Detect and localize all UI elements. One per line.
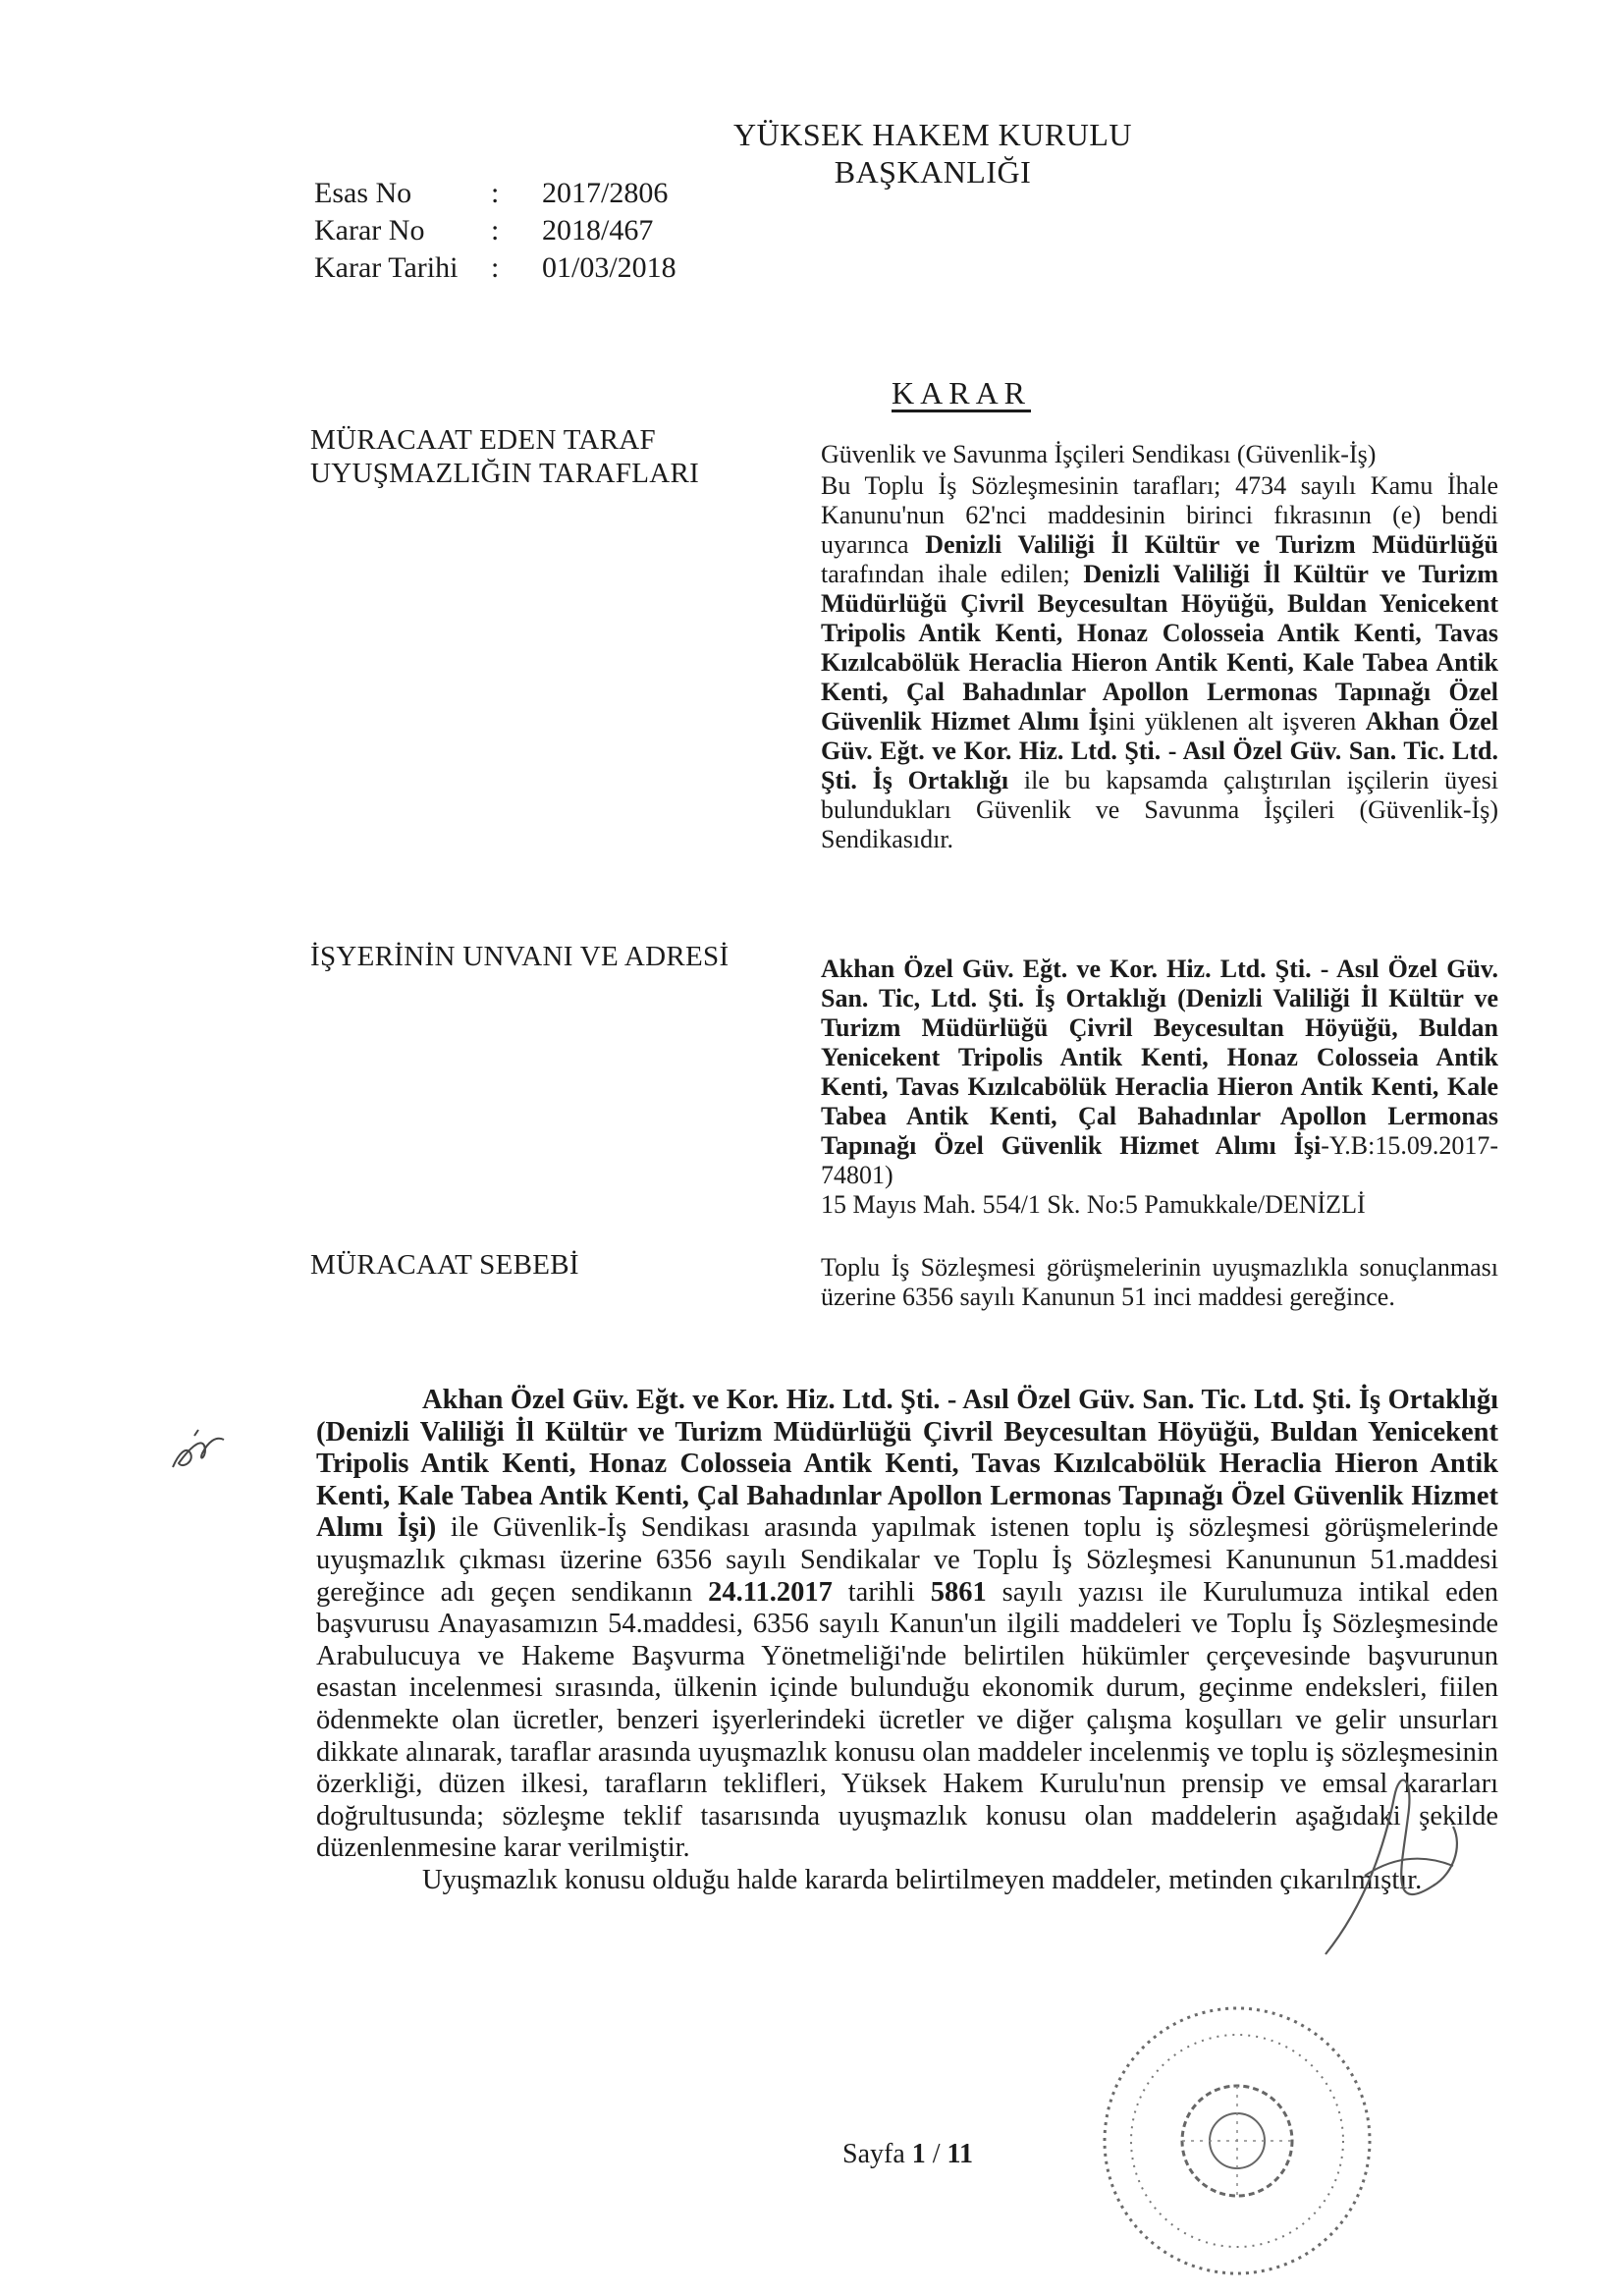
workplace-value: Akhan Özel Güv. Eğt. ve Kor. Hiz. Ltd. Şti. - Asıl Özel Güv. San. Tic, Ltd. Şti. İş Ortaklığı (Denizli Valiliği İl Kültür ve Turizm Müdürlüğü Çivril Beycesultan Höyüğü, Buldan Yenicekent Tripolis Antik Kenti, Honaz Colosseia Antik Kenti, Tavas Kızılcabölük Heraclia Hieron Antik Kenti, Kale Tabea Antik Kenti, Çal Bahadınlar Apollon Lermonas Tapınağı Özel Güvenlik Hizmet Alımı İşi-Y.B:15.09.2017-74801) 15 Mayıs Mah. 554/1 Sk. No:5 Pamukkale/DENİZLİ xyxy=(821,955,1498,1219)
label-workplace: İŞYERİNİN UNVANI VE ADRESİ xyxy=(310,941,730,972)
handwritten-initial xyxy=(165,1424,234,1483)
meta-karar-tarihi: Karar Tarihi : 01/03/2018 xyxy=(314,251,676,284)
label-parties: UYUŞMAZLIĞIN TARAFLARI xyxy=(310,458,700,489)
reason-value: Toplu İş Sözleşmesi görüşmelerinin uyuşmazlıkla sonuçlanması üzerine 6356 sayılı Kanunun 51 inci maddesi gereğince. xyxy=(821,1253,1498,1311)
meta-esas-no: Esas No : 2017/2806 xyxy=(314,177,669,209)
applicant-value: Güvenlik ve Savunma İşçileri Sendikası (Güvenlik-İş) xyxy=(821,440,1377,468)
page-indicator: Sayfa 1 / 11 xyxy=(842,2139,974,2169)
karar-no-value: 2018/467 xyxy=(542,214,654,246)
karar-tarihi-value: 01/03/2018 xyxy=(542,251,676,284)
decision-paragraph-2: Uyuşmazlık konusu olduğu halde kararda belirtilmeyen maddeler, metinden çıkarılmıştır. xyxy=(422,1864,1423,1895)
page-total: 11 xyxy=(947,2139,974,2169)
parties-value: Bu Toplu İş Sözleşmesinin tarafları; 4734 sayılı Kamu İhale Kanunu'nun 62'nci maddesinin birinci fıkrasının (e) bendi uyarınca Denizli Valiliği İl Kültür ve Turizm Müdürlüğü tarafından ihale edilen; Denizli Valiliği İl Kültür ve Turizm Müdürlüğü Çivril Beycesultan Höyüğü, Buldan Yenicekent Tripolis Antik Kenti, Honaz Colosseia Antik Kenti, Tavas Kızılcabölük Heraclia Hieron Antik Kenti, Kale Tabea Antik Kenti, Çal Bahadınlar Apollon Lermonas Tapınağı Özel Güvenlik Hizmet Alımı İşini yüklenen alt işveren Akhan Özel Güv. Eğt. ve Kor. Hiz. Ltd. Şti. - Asıl Özel Güv. San. Tic. Ltd. Şti. İş Ortaklığı ile bu kapsamda çalıştırılan işçilerin üyesi bulundukları Güvenlik ve Savunma İşçileri (Güvenlik-İş) Sendikasıdır. xyxy=(821,471,1498,853)
institution-presidency: BAŞKANLIĞI xyxy=(834,154,1032,190)
decision-title: KARAR xyxy=(892,375,1032,410)
esas-no-value: 2017/2806 xyxy=(542,177,669,209)
label-reason: MÜRACAAT SEBEBİ xyxy=(310,1249,579,1281)
signature xyxy=(1306,1758,1483,1984)
official-seal xyxy=(1090,1994,1384,2288)
label-applicant: MÜRACAAT EDEN TARAF xyxy=(310,424,656,456)
meta-karar-no: Karar No : 2018/467 xyxy=(314,214,654,246)
institution-heading xyxy=(677,116,1188,191)
institution-name: YÜKSEK HAKEM KURULU xyxy=(733,117,1132,152)
decision-paragraph-1: Akhan Özel Güv. Eğt. ve Kor. Hiz. Ltd. Şti. - Asıl Özel Güv. San. Tic. Ltd. Şti. İş Ortaklığı (Denizli Valiliği İl Kültür ve Turizm Müdürlüğü Çivril Beycesultan Höyüğü, Buldan Yenicekent Tripolis Antik Kenti, Honaz Colosseia Antik Kenti, Tavas Kızılcabölük Heraclia Hieron Antik Kenti, Kale Tabea Antik Kenti, Çal Bahadınlar Apollon Lermonas Tapınağı Özel Güvenlik Hizmet Alımı İşi) ile Güvenlik-İş Sendikası arasında yapılmak istenen toplu iş sözleşmesi görüşmelerinde uyuşmazlık çıkması üzerine 6356 sayılı Sendikalar ve Toplu İş Sözleşmesi Kanununun 51.maddesi gereğince adı geçen sendikanın 24.11.2017 tarihli 5861 sayılı yazısı ile Kurulumuza intikal eden başvurusu Anayasamızın 54.maddesi, 6356 sayılı Kanun'un ilgili maddeleri ve Toplu İş Sözleşmesinde Arabulucuya ve Hakeme Başvurma Yönetmeliği'nde belirtilen hükümler çerçevesinde başvurunun esastan incelenmesi sırasında, ülkenin içinde bulunduğu ekonomik durum, geçinme endeksleri, fiilen ödenmekte olan ücretler, benzeri işyerlerindeki ücretler ve diğer çalışma koşulları ve gelir unsurları dikkate alınarak, taraflar arasında uyuşmazlık konusu olan maddeler incelenmiş ve toplu iş sözleşmesinin özerkliği, düzen ilkesi, tarafların teklifleri, Yüksek Hakem Kurulu'nun prensip ve emsal kararları doğrultusunda; sözleşme teklif tasarısında uyuşmazlık konusu olan maddelerin aşağıdaki şekilde düzenlenmesine karar verilmiştir. xyxy=(316,1385,1498,1864)
page-current: 1 xyxy=(911,2139,926,2169)
workplace-address: 15 Mayıs Mah. 554/1 Sk. No:5 Pamukkale/DENİZLİ xyxy=(821,1190,1366,1219)
